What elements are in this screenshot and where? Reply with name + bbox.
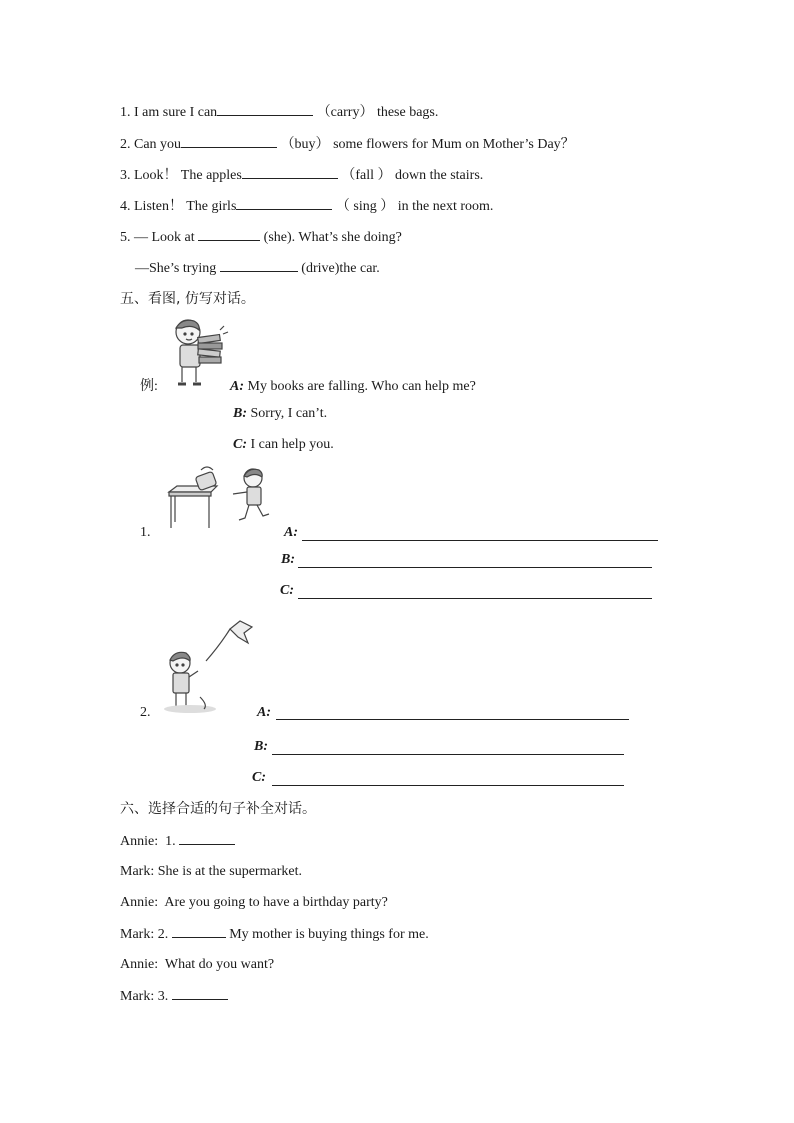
- item-2-a-key: A:: [257, 705, 271, 720]
- question-1-tail: these bags.: [376, 105, 439, 120]
- dialogue-line-6: [120, 987, 228, 1006]
- dialogue-line-5: [120, 956, 274, 974]
- speaker-a-key: A:: [230, 379, 244, 394]
- question-2-tail: some flowers for Mum on Mother’s Day？: [333, 137, 575, 152]
- answer-blank-5a[interactable]: [198, 228, 260, 241]
- dialogue-number-1: 1.: [165, 834, 176, 849]
- speaker-b-key: B:: [233, 406, 247, 421]
- dialogue-line-2: [120, 863, 302, 881]
- item-1-b-answer-line[interactable]: [298, 567, 652, 568]
- dialogue-text-3: Are you going to have a birthday party?: [164, 895, 388, 910]
- item-1-number: 1.: [140, 525, 151, 540]
- item-2-a-answer-line[interactable]: [276, 719, 629, 720]
- example-c-text: I can help you.: [250, 437, 334, 452]
- question-5a: [120, 228, 402, 247]
- answer-blank-1[interactable]: [217, 103, 313, 116]
- question-1-text: 1. I am sure I can: [120, 105, 218, 120]
- example-line-b: [233, 405, 327, 423]
- question-2: [120, 135, 575, 154]
- question-3-text: 3. Look！ The apples: [120, 168, 242, 183]
- question-5b: [135, 259, 380, 278]
- question-4-text: 4. Listen！ The girls: [120, 199, 237, 214]
- item-2-b-key: B:: [254, 739, 268, 754]
- item-1-a-answer-line[interactable]: [302, 540, 658, 541]
- item-2-c-answer-line[interactable]: [272, 785, 624, 786]
- question-5b-hint: (drive)the: [301, 261, 357, 276]
- dialogue-text-2: She is at the supermarket.: [157, 864, 302, 879]
- question-5b-text: —She’s trying: [135, 261, 217, 276]
- question-4-tail: in the next room.: [397, 199, 494, 214]
- speaker-mark: Mark:: [120, 864, 155, 879]
- boy-with-kite-illustration: [160, 615, 260, 715]
- question-5a-hint: (she).: [263, 230, 296, 245]
- speaker-mark: Mark:: [120, 927, 155, 942]
- dialogue-line-3: [120, 894, 388, 912]
- example-a-text: My books are falling. Who can help me?: [247, 379, 476, 394]
- question-4-hint: （ sing ）: [335, 199, 395, 214]
- question-3-tail: down the stairs.: [395, 168, 484, 183]
- kid-with-books-illustration: [168, 316, 232, 392]
- question-5a-tail: What’s she doing?: [298, 230, 402, 245]
- item-1-a-key: A:: [284, 525, 298, 540]
- answer-blank-2[interactable]: [181, 135, 277, 148]
- question-5b-tail: car.: [359, 261, 380, 276]
- question-2-text: 2. Can you: [120, 137, 182, 152]
- question-1-hint: （carry）: [316, 105, 374, 120]
- dialogue-text-4: My mother is buying things for me.: [229, 927, 429, 942]
- item-1-b-key: B:: [281, 552, 295, 567]
- dialogue-line-4: [120, 925, 429, 944]
- dialogue-line-1: [120, 832, 235, 851]
- dialogue-blank-3[interactable]: [172, 987, 228, 1000]
- speaker-annie: Annie:: [120, 834, 159, 849]
- example-line-c: [233, 436, 334, 454]
- speaker-mark: Mark:: [120, 989, 155, 1004]
- question-3: [120, 166, 483, 185]
- item-1-c-key: C:: [280, 583, 294, 598]
- dialogue-number-3: 3.: [157, 989, 169, 1004]
- dialogue-blank-1[interactable]: [179, 832, 235, 845]
- answer-blank-5b[interactable]: [220, 259, 298, 272]
- dialogue-blank-2[interactable]: [172, 925, 226, 938]
- dialogue-text-5: What do you want?: [164, 957, 275, 972]
- question-1: [120, 103, 438, 122]
- question-3-hint: （fall ）: [341, 168, 392, 183]
- example-b-text: Sorry, I can’t.: [250, 406, 328, 421]
- section-6-title: 六、选择合适的句子补全对话。: [120, 801, 316, 817]
- item-2-b-answer-line[interactable]: [272, 754, 624, 755]
- dialogue-number-2: 2.: [157, 927, 169, 942]
- question-4: [120, 197, 493, 216]
- question-2-hint: （buy）: [280, 137, 330, 152]
- section-5-title: 五、看图, 仿写对话。: [120, 291, 255, 307]
- item-1-c-answer-line[interactable]: [298, 598, 652, 599]
- answer-blank-4[interactable]: [236, 197, 332, 210]
- example-line-a: [230, 378, 476, 396]
- question-5a-text: 5. — Look at: [120, 230, 195, 245]
- speaker-c-key: C:: [233, 437, 247, 452]
- answer-blank-3[interactable]: [242, 166, 338, 179]
- example-label: 例:: [140, 379, 158, 394]
- speaker-annie: Annie:: [120, 957, 159, 972]
- desk-and-running-boy-illustration: [165, 464, 281, 532]
- item-2-c-key: C:: [252, 770, 266, 785]
- item-2-number: 2.: [140, 705, 151, 720]
- speaker-annie: Annie:: [120, 895, 159, 910]
